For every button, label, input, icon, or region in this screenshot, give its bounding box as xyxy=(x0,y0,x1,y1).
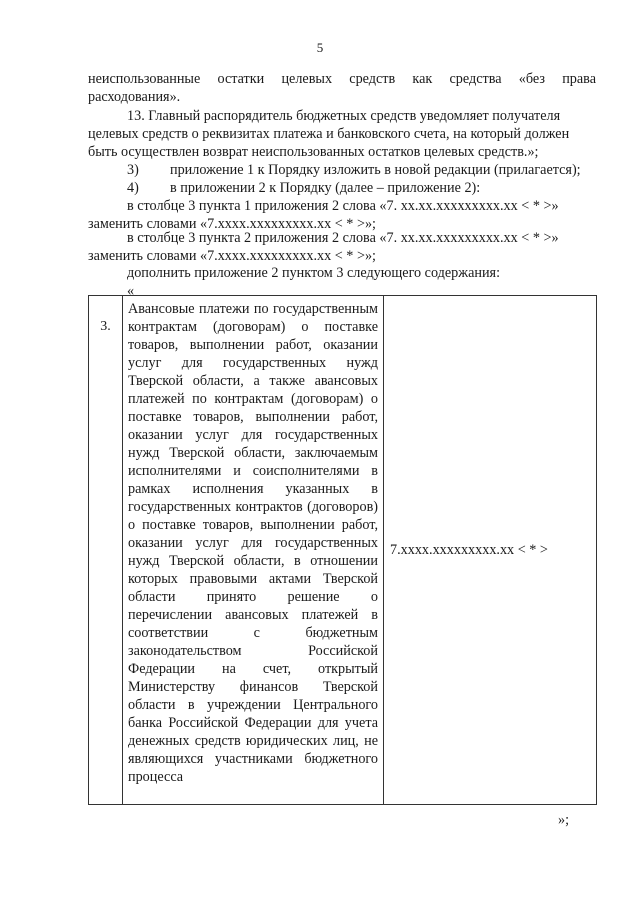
row-code: 7.хххх.ххххххххх.хх < * > xyxy=(390,541,548,558)
text-line: неиспользованные остатки целевых средств как средства «без права xyxy=(88,71,596,87)
list-marker: 3) xyxy=(127,162,139,178)
open-quote: « xyxy=(127,283,135,299)
text-line: заменить словами «7.хххх.ххххххххх.хх < * >»; xyxy=(88,216,376,232)
text-line: целевых средств о реквизитах платежа и банковского счета, на который должен xyxy=(88,126,570,142)
description-cell xyxy=(123,296,384,805)
list-item-3 xyxy=(127,161,581,179)
list-marker: 4) xyxy=(127,180,139,196)
row-number: 3. xyxy=(100,319,111,334)
table-row xyxy=(89,296,597,805)
list-item-text: в приложении 2 к Порядку (далее – приложение 2): xyxy=(170,180,481,196)
text-line: быть осуществлен возврат неиспользованных остатков целевых средств.»; xyxy=(88,144,539,160)
appendix-table xyxy=(88,295,597,805)
text-line: расходования». xyxy=(88,89,181,105)
text-line: в столбце 3 пункта 2 приложения 2 слова «7. хх.хх.ххххххххх.хх < * >» xyxy=(127,230,559,246)
text-line: в столбце 3 пункта 1 приложения 2 слова «7. хх.хх.ххххххххх.хх < * >» xyxy=(127,198,559,214)
row-number-cell xyxy=(89,296,123,805)
list-item-4 xyxy=(127,179,480,197)
row-description: Авансовые платежи по государственным контрактам (договорам) о поставке товаров, выполнении работ, оказании услуг для государственных нужд Тверской области, а также авансовых платежей по контрактам (договорам) о поставке товаров, выполнении работ, оказании услуг для государственных нужд Тверской области, заключаемым исполнителями и соисполнителями в рамках исполнения указанных в государственных контрактов (договоров) о поставке товаров, выполнении работ, оказании услуг для государственных нужд Тверской области, в отношении которых правовыми актами Тверской области принято решение о перечислении авансовых платежей в соответствии с бюджетным законодательством Российской Федерации на счет, открытый Министерству финансов Тверской области в учреждении Центрального банка Российской Федерации для учета денежных средств юридических лиц, не являющихся участниками бюджетного процесса xyxy=(128,301,378,785)
text-line: заменить словами «7.хххх.ххххххххх.хх < * >»; xyxy=(88,248,376,264)
paragraph-13-start: 13. Главный распорядитель бюджетных средств уведомляет получателя xyxy=(127,108,561,124)
close-quote: »; xyxy=(558,812,570,828)
text-line: дополнить приложение 2 пунктом 3 следующего содержания: xyxy=(127,265,501,281)
page-number: 5 xyxy=(316,40,324,55)
code-cell xyxy=(384,296,597,805)
list-item-text: приложение 1 к Порядку изложить в новой редакции (прилагается); xyxy=(170,162,581,178)
